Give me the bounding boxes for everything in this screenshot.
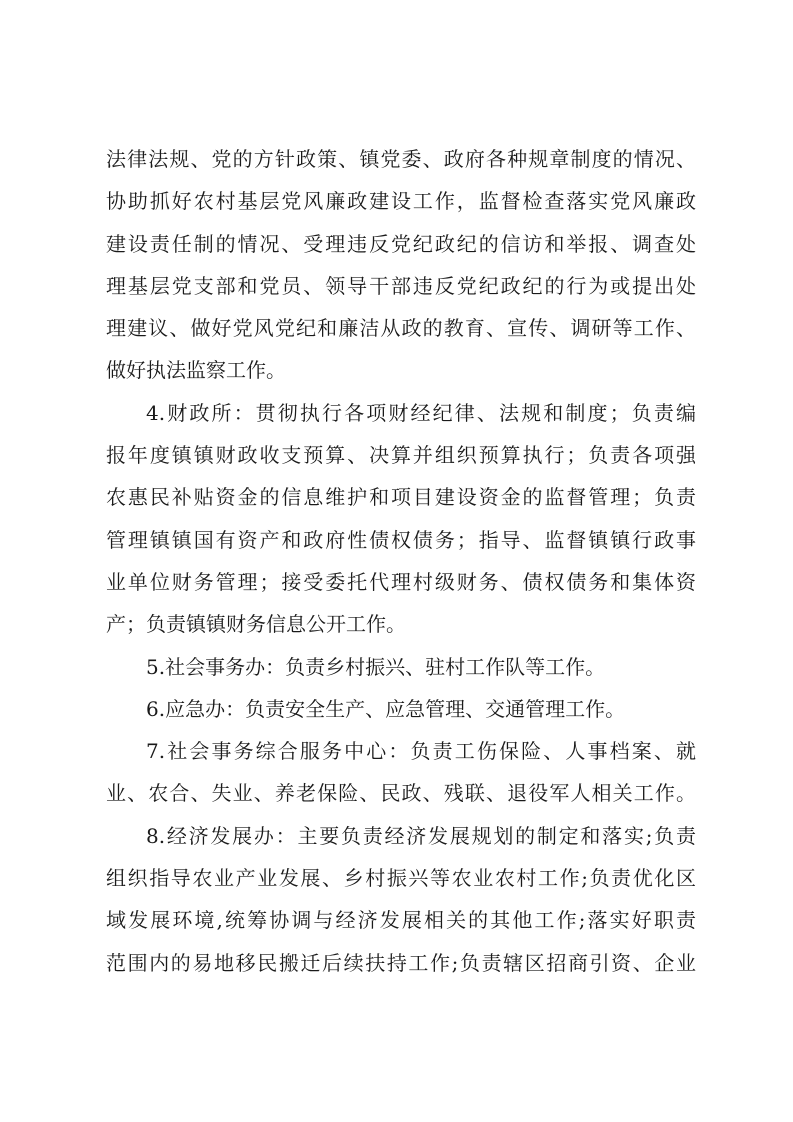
paragraph-line: 管理镇镇国有资产和政府性债权债务；指导、监督镇镇行政事 <box>106 527 696 552</box>
paragraph-line: 理建议、做好党风党纪和廉洁从政的教育、宣传、调研等工作、 <box>106 316 696 341</box>
document-body <box>106 138 696 984</box>
paragraph-line: 6.应急办：负责安全生产、应急管理、交通管理工作。 <box>146 696 626 721</box>
paragraph-line: 理基层党支部和党员、领导干部违反党纪政纪的行为或提出处 <box>106 273 696 298</box>
paragraph-line: 业、农合、失业、养老保险、民政、残联、退役军人相关工作。 <box>106 781 696 806</box>
paragraph-line: 农惠民补贴资金的信息维护和项目建设资金的监督管理；负责 <box>106 485 696 510</box>
paragraph-line: 域发展环境,统筹协调与经济发展相关的其他工作;落实好职责 <box>106 908 696 933</box>
paragraph-line: 法律法规、党的方针政策、镇党委、政府各种规章制度的情况、 <box>106 147 696 171</box>
paragraph-line: 报年度镇镇财政收支预算、决算并组织预算执行；负责各项强 <box>106 443 696 468</box>
paragraph-line: 建设责任制的情况、受理违反党纪政纪的信访和举报、调查处 <box>106 231 696 256</box>
paragraph-line: 5.社会事务办：负责乡村振兴、驻村工作队等工作。 <box>146 654 606 679</box>
paragraph-line: 范围内的易地移民搬迁后续扶持工作;负责辖区招商引资、企业 <box>106 950 696 975</box>
paragraph-line: 产；负责镇镇财务信息公开工作。 <box>106 612 406 637</box>
paragraph-line: 4.财政所：贯彻执行各项财经纪律、法规和制度；负责编 <box>146 400 696 425</box>
paragraph-line: 7.社会事务综合服务中心：负责工伤保险、人事档案、就 <box>146 739 696 764</box>
paragraph-line: 8.经济发展办：主要负责经济发展规划的制定和落实;负责 <box>146 823 696 848</box>
paragraph-line: 协助抓好农村基层党风廉政建设工作，监督检查落实党风廉政 <box>106 189 696 214</box>
paragraph-line: 组织指导农业产业发展、乡村振兴等农业农村工作;负责优化区 <box>106 866 696 891</box>
paragraph-line: 做好执法监察工作。 <box>106 358 286 383</box>
paragraph-line: 业单位财务管理；接受委托代理村级财务、债权债务和集体资 <box>106 569 696 594</box>
